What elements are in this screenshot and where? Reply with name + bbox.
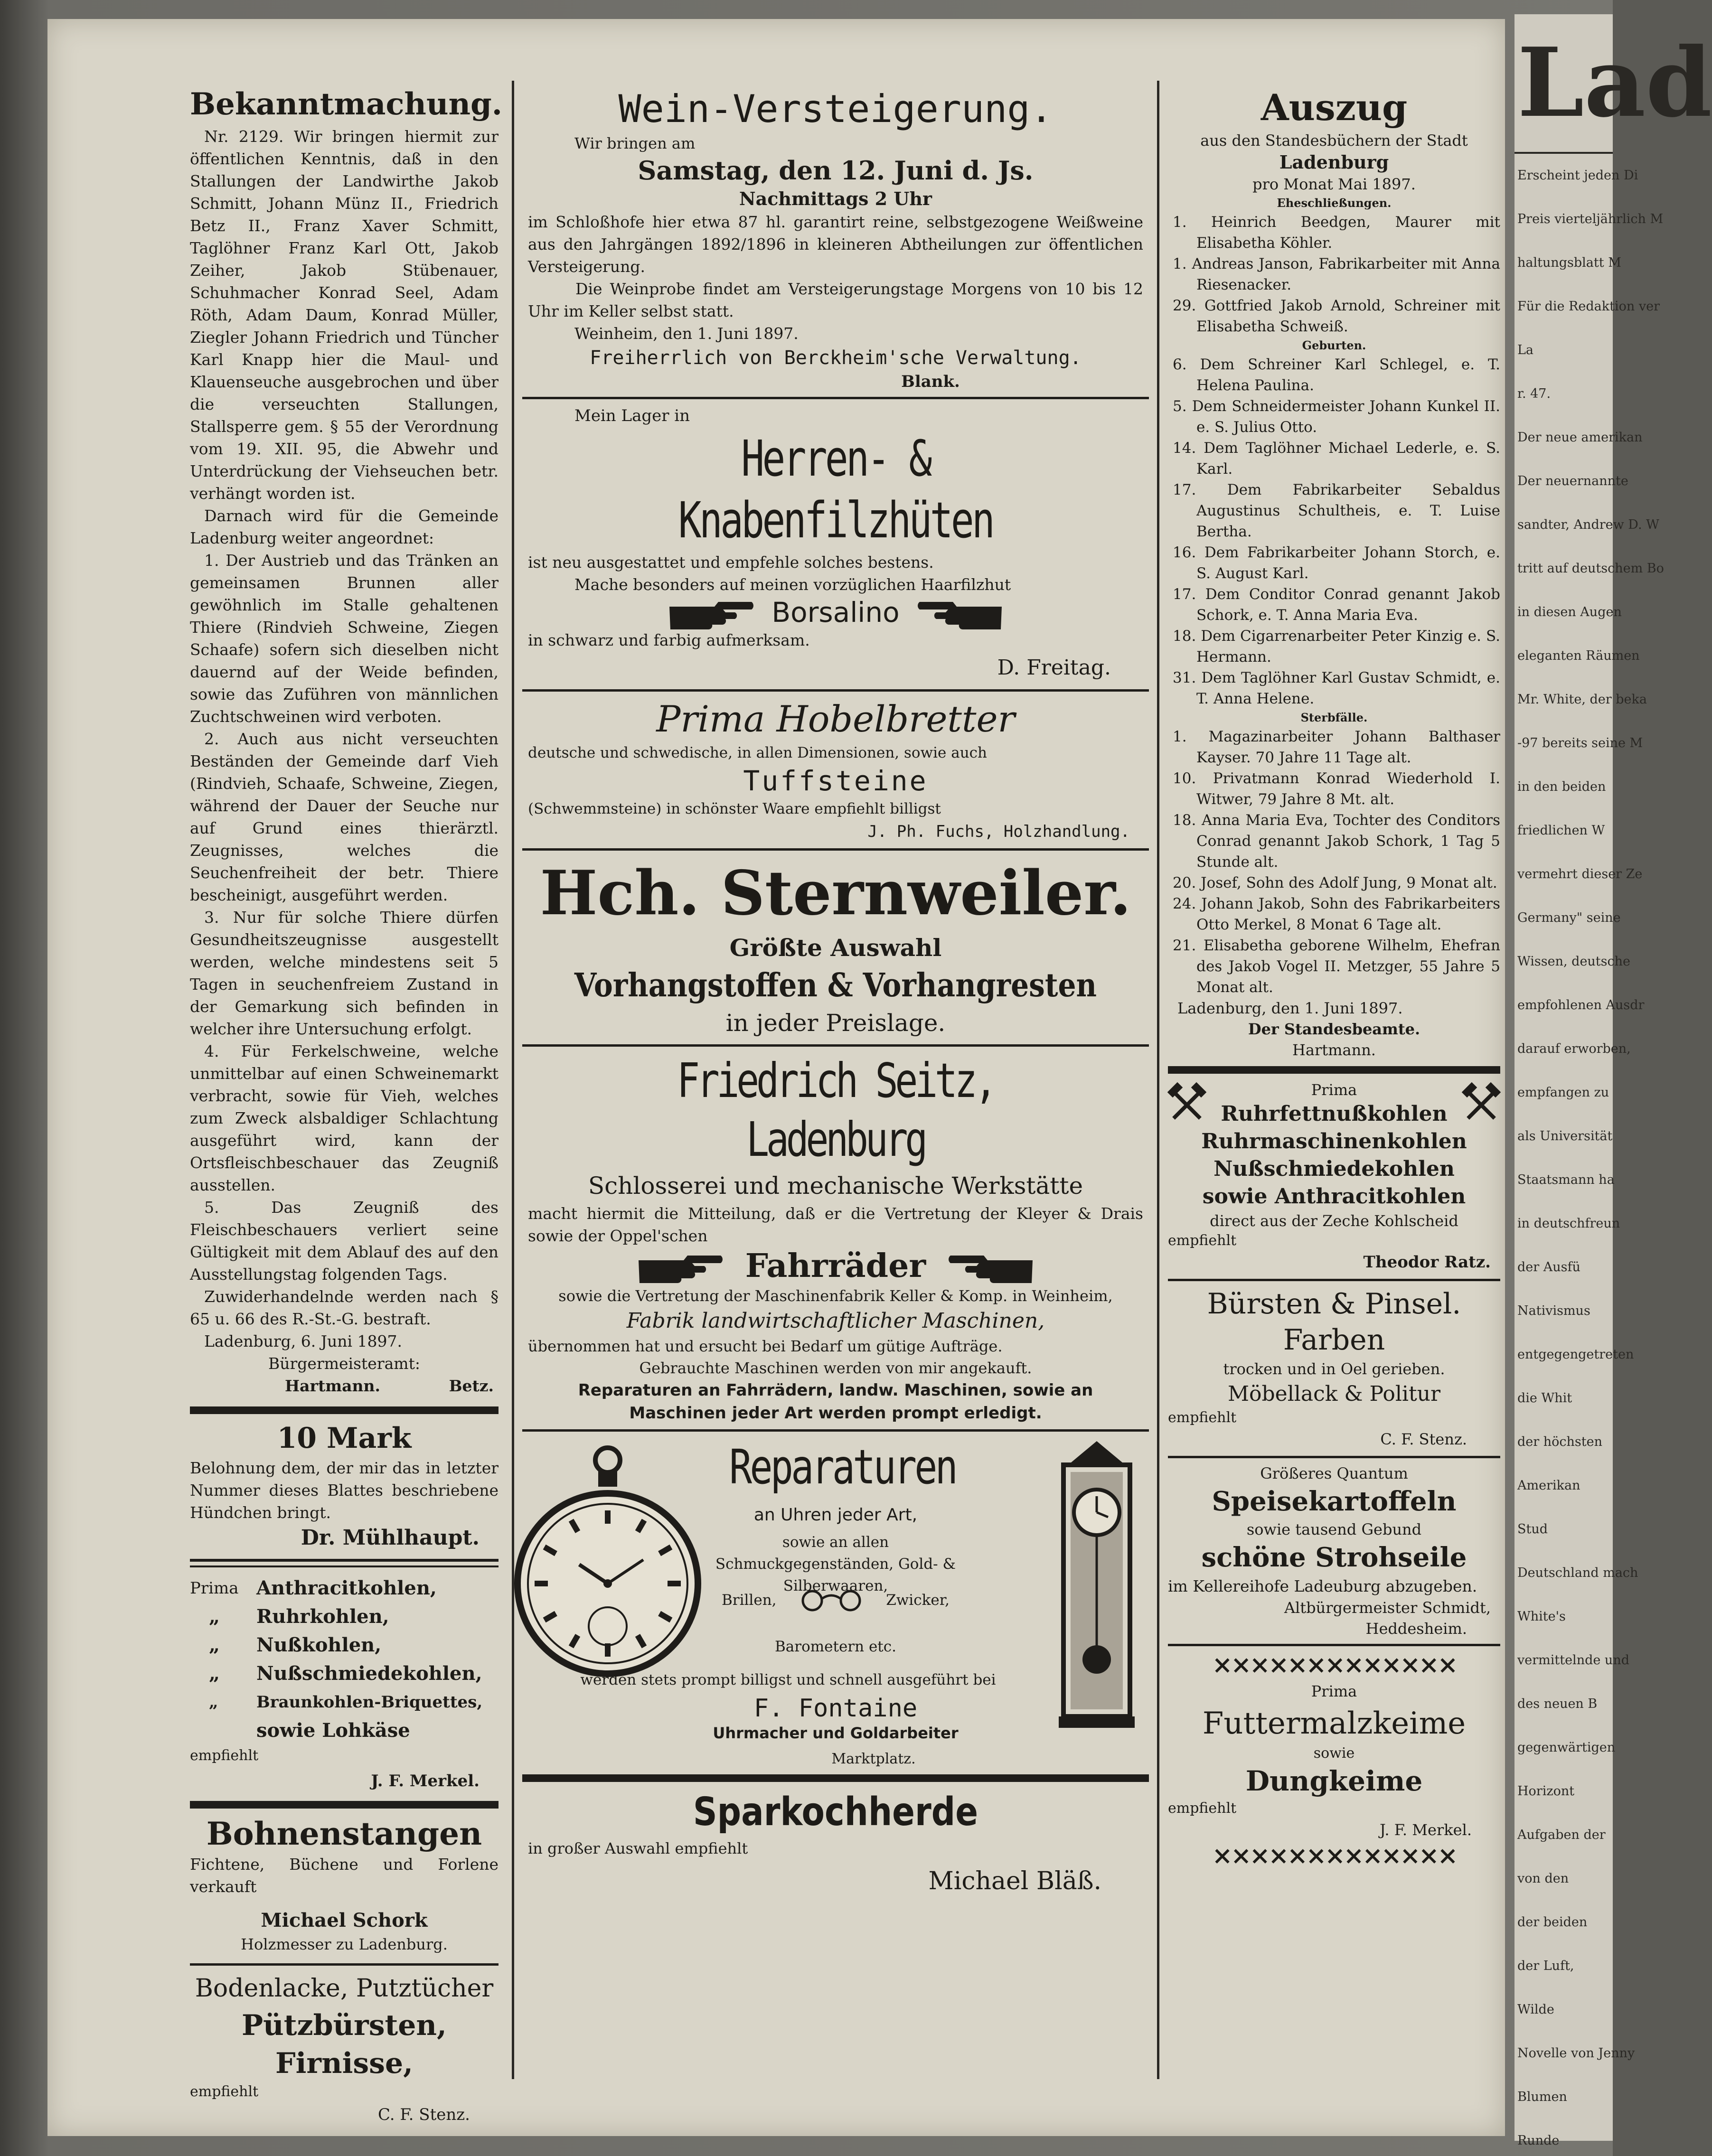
adjacent-line: Preis vierteljährlich M (1517, 212, 1664, 226)
ditto-mark: „ (209, 1693, 218, 1712)
brushes-text: Möbellack & Politur (1227, 1382, 1441, 1406)
column-middle (522, 85, 1149, 1903)
stove-title: Sparkochherde (693, 1790, 978, 1835)
adjacent-line: Der neue amerikan (1517, 430, 1643, 445)
adjacent-line: Für die Redaktion ver (1517, 299, 1660, 314)
feed-title: Futtermalzkeime (1202, 1706, 1466, 1741)
repair-line: Barometern etc. (775, 1638, 896, 1655)
adjacent-line: Horizont (1517, 1784, 1575, 1799)
watch-tick (668, 1581, 681, 1586)
register-entry: 29. Gottfried Jakob Arnold, Schreiner mit Elisabetha Schweiß. (1173, 297, 1500, 335)
adjacent-line: eleganten Räumen (1517, 648, 1640, 663)
adjacent-line: in deutschfreun (1517, 1216, 1620, 1231)
notice-office: Bürgermeisteramt: (268, 1354, 420, 1373)
adjacent-line: der beiden (1517, 1915, 1588, 1930)
crossed-hammers-icon (1168, 1084, 1206, 1122)
adjacent-line: friedlichen W (1517, 823, 1605, 838)
column-rule (512, 81, 514, 2079)
hat-signature: D. Freitag. (997, 656, 1111, 680)
adjacent-line: Germany" seine (1517, 910, 1621, 925)
planks-title: Prima Hobelbretter (656, 698, 1015, 740)
coal2-recommend: empfiehlt (1168, 1232, 1237, 1249)
adjacent-line: Stud (1517, 1522, 1548, 1537)
brushes-signature: C. F. Stenz. (1380, 1430, 1467, 1448)
register-entry: 17. Dem Conditor Conrad genannt Jakob Schork, e. T. Anna Maria Eva. (1173, 586, 1500, 624)
coal-item: Nußkohlen, (256, 1634, 382, 1656)
wine-tasting: Die Weinprobe findet am Versteigerungstage Morgens von 10 bis 12 Uhr im Keller selbst statt. (528, 280, 1143, 320)
adjacent-line: der Ausfü (1517, 1260, 1580, 1275)
ad-divider (1168, 1456, 1500, 1458)
adjacent-line: gegenwärtigen (1517, 1740, 1616, 1755)
seitz-subtitle: Schlosserei und mechanische Werkstätte (588, 1172, 1083, 1200)
adjacent-line: Erscheint jeden Di (1517, 168, 1638, 183)
repair-ad (522, 1436, 1149, 1750)
crossed-hammers-icon (1462, 1084, 1500, 1122)
repair-line: sowie an allen Schmuckgegenständen, Gold- & Silberwaaren, (715, 1534, 956, 1594)
beanpole-title: Bohnenstangen (206, 1815, 482, 1852)
planks-text: (Schwemmsteine) in schönster Waare empfiehlt billigst (528, 800, 941, 817)
crosses-border: ××××××××××××× (1212, 1650, 1457, 1679)
register-entry: 18. Anna Maria Eva, Tochter des Conditors Conrad genannt Jakob Schork, 1 Tag 5 Stunde alt. (1173, 812, 1500, 871)
notice-signature: Betz. (449, 1377, 494, 1395)
crosses-border: ××××××××××××× (1212, 1841, 1457, 1870)
register-subtitle: aus den Standesbüchern der Stadt (1200, 131, 1468, 150)
pointing-hand-right-icon (636, 1252, 726, 1280)
register-office: Der Standesbeamte. (1248, 1020, 1420, 1038)
feed-prima: Prima (1311, 1682, 1357, 1700)
hat-brand: Borsalino (771, 596, 900, 628)
planks-signature: J. Ph. Fuchs, Holzhandlung. (867, 822, 1130, 841)
potatoes-text: im Kellereihofe Ladeuburg abzugeben. (1168, 1577, 1477, 1595)
ad-divider (190, 1801, 499, 1809)
seitz-factory: Fabrik landwirtschaftlicher Maschinen, (626, 1309, 1045, 1333)
marriages-list (1168, 212, 1500, 337)
reward-title: 10 Mark (277, 1422, 412, 1455)
notice-date: Ladenburg, 6. Juni 1897. (204, 1332, 402, 1350)
adjacent-line: Nativismus (1517, 1303, 1590, 1318)
notice-title: Bekanntmachung. (190, 86, 503, 122)
coal-prima: Prima (190, 1579, 239, 1598)
adjacent-line: Wilde (1517, 2002, 1554, 2017)
coal2-line: direct aus der Zeche Kohlscheid (1210, 1212, 1458, 1230)
ad-divider (190, 1963, 499, 1966)
adjacent-line: Aufgaben der (1517, 1828, 1606, 1842)
potatoes-title: Speisekartoffeln (1212, 1486, 1457, 1517)
adjacent-line: Runde (1517, 2133, 1560, 2148)
stove-signature: Michael Bläß. (928, 1867, 1101, 1895)
notice-paragraph: Zuwiderhandelnde werden nach § 65 u. 66 des R.-St.-G. bestraft. (190, 1287, 499, 1328)
ditto-mark: „ (209, 1634, 220, 1656)
notice-item: 3. Nur für solche Thiere dürfen Gesundheitszeugnisse ausgestellt werden, welche mindestens seit 5 Tagen in seuchenfreiem Zustand in der Gemarkung sich befinden in welcher ihre Untersuchung erfolgt. (190, 908, 499, 1038)
adjacent-line: in den beiden (1517, 779, 1606, 794)
ad-divider (1168, 1066, 1500, 1074)
ad-divider (522, 1429, 1149, 1432)
ad-divider (522, 848, 1149, 851)
adjacent-line: empfangen zu (1517, 1085, 1609, 1100)
coal2-line: Nußschmiedekohlen (1213, 1157, 1455, 1181)
notice-item: 4. Für Ferkelschweine, welche unmittelbar auf einen Schweinemarkt verbracht, sowie für Vieh, welches zum Zweck alsbaldiger Schlachtung ausgeführt wird, kann der Ortsfleischbeschauer das Zeugniß ausstellen. (190, 1042, 499, 1194)
coal-item: Nußschmiedekohlen, (256, 1662, 482, 1685)
register-date: Ladenburg, den 1. Juni 1897. (1177, 999, 1403, 1017)
column-rule (1157, 81, 1159, 2079)
ad-divider (1168, 1644, 1500, 1646)
coal2-signature: Theodor Ratz. (1363, 1253, 1491, 1272)
register-entry: 1. Magazinarbeiter Johann Balthaser Kayser. 70 Jahre 11 Tage alt. (1173, 728, 1500, 766)
watch-tick (605, 1510, 611, 1524)
register-entry: 1. Andreas Janson, Fabrikarbeiter mit Anna Riesenacker. (1173, 255, 1500, 293)
repair-zwicker: Zwicker, (886, 1592, 950, 1609)
register-entry: 31. Dem Taglöhner Karl Gustav Schmidt, e. T. Anna Helene. (1173, 669, 1500, 707)
column-left (190, 85, 503, 2128)
register-entry: 14. Dem Taglöhner Michael Lederle, e. S. Karl. (1173, 440, 1500, 478)
brushes-title: Bürsten & Pinsel. (1207, 1287, 1461, 1321)
hat-intro: Mein Lager in (574, 406, 690, 425)
adjacent-line: Der neuernannte (1517, 474, 1628, 488)
adjacent-line: vermittelnde und (1517, 1653, 1629, 1668)
wine-signature-name: Blank. (901, 372, 960, 391)
register-subtitle: pro Monat Mai 1897. (1252, 175, 1416, 193)
register-entry: 24. Johann Jakob, Sohn des Fabrikarbeiters Otto Merkel, 8 Monat 6 Tage alt. (1173, 895, 1500, 933)
wine-date: Samstag, den 12. Juni d. Js. (638, 155, 1034, 186)
adjacent-line: haltungsblatt M (1517, 255, 1621, 270)
adjacent-line: Mr. White, der beka (1517, 692, 1647, 707)
wine-place: Weinheim, den 1. Juni 1897. (574, 324, 799, 343)
register-entry: 17. Dem Fabrikarbeiter Sebaldus Augustinus Schultheis, e. T. Luise Bertha. (1173, 481, 1500, 540)
adjacent-line: Wissen, deutsche (1517, 954, 1631, 969)
ad-divider (522, 689, 1149, 692)
wine-signature: Freiherrlich von Berckheim'sche Verwaltung. (590, 347, 1082, 369)
register-entry: 10. Privatmann Konrad Wiederhold I. Witwer, 79 Jahre 8 Mt. alt. (1173, 770, 1500, 808)
beanpole-text: Fichtene, Büchene und Forlene verkauft (190, 1855, 499, 1896)
ad-divider (1168, 1279, 1500, 1281)
register-entry: 16. Dem Fabrikarbeiter Johann Storch, e. S. August Karl. (1173, 544, 1500, 582)
register-signature: Hartmann. (1292, 1041, 1376, 1059)
sternweiler-line: Vorhangstoffen & Vorhangresten (574, 966, 1097, 1004)
repair-text: werden stets prompt billigst und schnell ausgeführt bei (580, 1671, 996, 1688)
ad-divider (522, 1774, 1149, 1782)
repair-glasses (722, 1588, 950, 1612)
coal2-line: sowie Anthracitkohlen (1202, 1184, 1466, 1209)
coal-item: Ruhrkohlen, (256, 1605, 389, 1628)
pointing-hand-right-icon (667, 598, 757, 627)
coal-item: sowie Lohkäse (256, 1719, 410, 1742)
potatoes-signature: Heddesheim. (1365, 1620, 1467, 1638)
seitz-text: sowie die Vertretung der Maschinenfabrik Keller & Komp. in Weinheim, (558, 1287, 1113, 1305)
adjacent-page (1514, 14, 1712, 2148)
adjacent-line: darauf erworben, (1517, 1041, 1631, 1056)
reward-text: Belohnung dem, der mir das in letzter Nummer dieses Blattes beschriebene Hündchen bringt. (190, 1459, 499, 1522)
register-title: Auszug (1260, 86, 1408, 129)
repair-line: an Uhren jeder Art, (753, 1505, 918, 1525)
adjacent-line: vermehrt dieser Ze (1517, 867, 1643, 881)
notice-item: 2. Auch aus nicht verseuchten Beständen der Gemeinde darf Vieh (Rindvieh, Schaafe, Schweine, Ziegen, während der Dauer der Seuche nur auf Grund eines thierärztl. Zeugnisses, welches die Seuchenfreiheit der betr. Thiere bescheinigt, ausgeführt werden. (190, 730, 499, 904)
seitz-text: macht hiermit die Mitteilung, daß er die Vertretung der Kleyer & Drais sowie der Oppel'schen (528, 1204, 1143, 1245)
ditto-mark: „ (209, 1605, 220, 1628)
notice-paragraph: Nr. 2129. Wir bringen hiermit zur öffentlichen Kenntnis, daß in den Stallungen der Landwirthe Jakob Schmitt, Johann Münz II., Friedrich Betz II., Franz Xaver Schmitt, Taglöhner Franz Karl Ott, Jakob Zeiher, Jakob Stübenauer, Schuhmacher Konrad Seel, Adam Röth, Adam Daum, Konrad Müller, Ziegler Johann Friedrich und Tüncher Karl Knapp hier die Maul- und Klauenseuche ausgebrochen und über die verseuchten Stallungen, Stallsperre gem. § 55 der Verordnung vom 19. XII. 95, die Abwehr und Unterdrückung der Viehseuchen betr. verhängt worden ist. (190, 127, 499, 503)
potatoes-line: sowie tausend Gebund (1246, 1520, 1422, 1538)
births-heading: Geburten. (1302, 338, 1366, 352)
ad-divider (522, 397, 1149, 399)
coal2-line: Ruhrfettnußkohlen (1221, 1102, 1448, 1126)
stove-text: in großer Auswahl empfiehlt (528, 1839, 748, 1857)
adjacent-line: Blumen (1517, 2090, 1567, 2104)
reward-signature: Dr. Mühlhaupt. (301, 1526, 480, 1550)
repair-name: F. Fontaine (753, 1694, 918, 1723)
adjacent-line: Deutschland mach (1517, 1565, 1638, 1580)
adjacent-line: White's (1517, 1609, 1566, 1624)
deaths-heading: Sterbfälle. (1300, 711, 1368, 724)
repair-subtitle: Uhrmacher und Goldarbeiter (713, 1724, 959, 1742)
adjacent-line: La (1517, 343, 1534, 357)
potatoes-title: schöne Strohseile (1201, 1542, 1467, 1573)
coal-item: Braunkohlen-Briquettes, (256, 1693, 483, 1712)
pointing-hand-left-icon (945, 1252, 1035, 1280)
brushes-title: Farben (1283, 1323, 1385, 1357)
deaths-list (1168, 726, 1500, 998)
wine-time: Nachmittags 2 Uhr (739, 188, 932, 209)
births-list (1168, 354, 1500, 709)
sternweiler-title: Hch. Sternweiler. (540, 858, 1131, 929)
wine-intro: Wir bringen am (574, 134, 696, 152)
notice-signature: Hartmann. (285, 1377, 380, 1395)
adjacent-line: -97 bereits seine M (1517, 736, 1643, 750)
adjacent-line: tritt auf deutschem Bo (1517, 561, 1664, 576)
hat-text: in schwarz und farbig aufmerksam. (528, 631, 810, 649)
adjacent-line: als Universität (1517, 1129, 1613, 1144)
seitz-title: Friedrich Seitz, Ladenburg (677, 1053, 995, 1167)
coal-signature: J. F. Merkel. (371, 1772, 480, 1790)
seitz-text: übernommen hat und ersucht bei Bedarf um gütige Aufträge. (528, 1337, 1003, 1355)
adjacent-masthead: Lad (1517, 27, 1712, 139)
feed-title: Dungkeime (1245, 1765, 1423, 1797)
repair-place: Marktplatz. (831, 1751, 916, 1767)
marriages-heading: Eheschließungen. (1277, 196, 1392, 210)
brushes-recommend: empfiehlt (1168, 1409, 1237, 1426)
brushes-text: trocken und in Oel gerieben. (1223, 1360, 1445, 1378)
register-entry: 20. Josef, Sohn des Adolf Jung, 9 Monat alt. (1173, 874, 1497, 891)
adjacent-line: der Luft, (1517, 1959, 1574, 1973)
lacquer-line: Bodenlacke, Putztücher (195, 1974, 494, 2003)
adjacent-line: Staatsmann ha (1517, 1172, 1615, 1187)
adjacent-line: empfohlenen Ausdr (1517, 998, 1645, 1012)
notice-paragraph: Darnach wird für die Gemeinde Ladenburg weiter angeordnet: (190, 506, 499, 547)
feed-signature: J. F. Merkel. (1380, 1821, 1472, 1839)
ad-divider (190, 1559, 499, 1567)
notice-item: 1. Der Austrieb und das Tränken an gemeinsamen Brunnen aller gewöhnlich im Stalle gehaltenen Thiere (Rindvieh Schweine, Ziegen Schaafe) sofern sich dieselben nicht dauernd auf der Weide befinden, sowie das Zuführen von männlichen Zuchtschweinen wird verboten. (190, 551, 499, 726)
tuff-title: Tuffsteine (743, 765, 928, 797)
ad-divider (522, 1044, 1149, 1047)
hat-text: ist neu ausgestattet und empfehle solches bestens. (528, 553, 934, 572)
potatoes-line: Größeres Quantum (1260, 1464, 1408, 1482)
coal2-prima: Prima (1311, 1081, 1357, 1099)
spectacles-icon (796, 1588, 867, 1612)
newspaper-page (47, 19, 1505, 2136)
potatoes-signature: Altbürgermeister Schmidt, (1284, 1599, 1491, 1617)
adjacent-line: die Whit (1517, 1391, 1572, 1406)
lacquer-recommend: empfiehlt (190, 2083, 259, 2100)
watch-tick (535, 1581, 548, 1586)
sternweiler-line: Größte Auswahl (729, 934, 942, 962)
register-entry: 1. Heinrich Beedgen, Maurer mit Elisabetha Köhler. (1173, 214, 1500, 252)
coal-ad (190, 1574, 499, 1795)
hat-title: Herren- & Knabenfilzhüten (678, 430, 993, 549)
feed-recommend: empfiehlt (1168, 1800, 1237, 1817)
sternweiler-line: in jeder Preislage. (725, 1009, 946, 1037)
coal-recommend: empfiehlt (190, 1747, 259, 1764)
adjacent-line: r. 47. (1517, 386, 1551, 401)
adjacent-line: von den (1517, 1871, 1569, 1886)
seitz-text: Reparaturen an Fahrrädern, landw. Maschinen, sowie an Maschinen jeder Art werden prompt erledigt. (578, 1381, 1093, 1423)
repair-title: Reparaturen (729, 1439, 956, 1495)
planks-text: deutsche und schwedische, in allen Dimensionen, sowie auch (528, 744, 987, 761)
beanpole-name: Michael Schork (261, 1909, 428, 1931)
feed-line: sowie (1313, 1745, 1355, 1762)
hat-text: Mache besonders auf meinen vorzüglichen Haarfilzhut (574, 575, 1011, 594)
register-subtitle: Ladenburg (1279, 151, 1389, 173)
adjacent-line: entgegengetreten (1517, 1347, 1634, 1362)
wine-text: im Schloßhofe hier etwa 87 hl. garantirt reine, selbstgezogene Weißweine aus den Jahrgängen 1892/1896 in kleineren Abtheilungen zur öffentlichen Versteigerung. (528, 213, 1143, 276)
adjacent-line: der höchsten (1517, 1434, 1602, 1449)
lacquer-line: Pützbürsten, Firnisse, (242, 2009, 447, 2080)
notice-item: 5. Das Zeugniß des Fleischbeschauers verliert seine Gültigkeit mit dem Ablauf des auf den Ausstellungstag folgenden Tags. (190, 1198, 499, 1284)
register-entry: 5. Dem Schneidermeister Johann Kunkel II. e. S. Julius Otto. (1173, 398, 1500, 436)
adjacent-line: des neuen B (1517, 1697, 1598, 1711)
ditto-mark: „ (209, 1662, 220, 1685)
coal2-line: Ruhrmaschinenkohlen (1201, 1129, 1467, 1153)
repair-brillen: Brillen, (722, 1592, 777, 1609)
column-right (1168, 85, 1500, 1870)
pocket-watch-illustration (522, 1441, 712, 1688)
pointing-hand-left-icon (914, 598, 1004, 627)
adjacent-line: Amerikan (1517, 1478, 1580, 1493)
adjacent-line: sandter, Andrew D. W (1517, 517, 1659, 532)
coal-item: Anthracitkohlen, (256, 1577, 437, 1599)
lacquer-signature: C. F. Stenz. (377, 2105, 470, 2124)
adjacent-line: Novelle von Jenny (1517, 2046, 1635, 2061)
beanpole-subtitle: Holzmesser zu Ladenburg. (241, 1935, 448, 1953)
adjacent-line: in diesen Augen (1517, 605, 1622, 619)
register-entry: 18. Dem Cigarrenarbeiter Peter Kinzig e. S. Hermann. (1173, 628, 1500, 666)
seitz-text: Gebrauchte Maschinen werden von mir angekauft. (639, 1359, 1032, 1377)
register-entry: 21. Elisabetha geborene Wilhelm, Ehefran des Jakob Vogel II. Metzger, 55 Jahre 5 Monat alt. (1173, 937, 1500, 996)
wine-title: Wein-Versteigerung. (618, 87, 1053, 131)
bicycle-title: Fahrräder (745, 1247, 926, 1285)
register-entry: 6. Dem Schreiner Karl Schlegel, e. T. Helena Paulina. (1173, 356, 1500, 394)
ad-divider (190, 1406, 499, 1414)
